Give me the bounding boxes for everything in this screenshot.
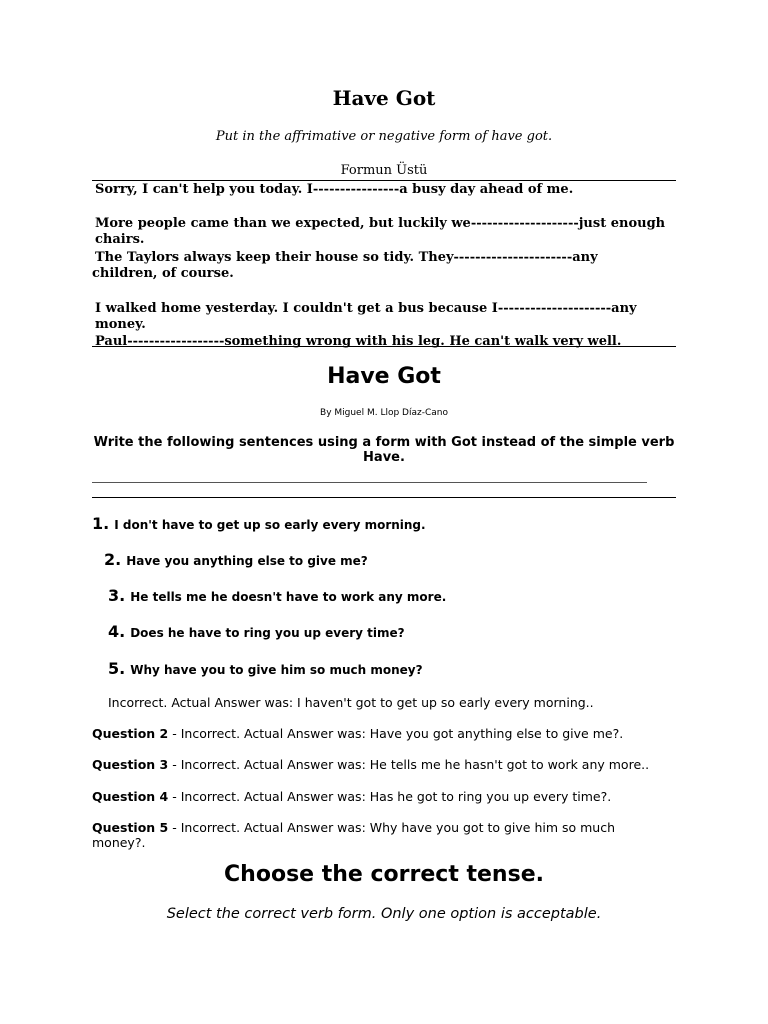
- answer-feedback: [92, 726, 676, 741]
- question-item: [108, 659, 423, 678]
- exercise-sentence: Sorry, I can't help you today. I----------------a busy day ahead of me.: [95, 182, 574, 197]
- answer-feedback: [92, 757, 676, 772]
- divider: [92, 497, 676, 498]
- question-number: 2.: [104, 550, 122, 569]
- exercise-sentence: More people came than we expected, but luckily we--------------------just enough chairs.: [95, 216, 666, 247]
- section1-instruction: Put in the affrimative or negative form of have got.: [215, 129, 553, 144]
- question-text: Have you anything else to give me?: [126, 554, 368, 568]
- answer-label: Question 2: [92, 726, 169, 741]
- divider: [92, 482, 647, 483]
- question-item: [104, 550, 368, 569]
- answer-feedback: [92, 789, 676, 804]
- section1-title: Have Got: [332, 86, 436, 110]
- answer-label: Question 4: [92, 789, 169, 804]
- section2-instruction: Write the following sentences using a form with Got instead of the simple verb Have.: [93, 435, 675, 465]
- question-number: 3.: [108, 586, 126, 605]
- question-item: [92, 514, 426, 533]
- question-number: 1.: [92, 514, 110, 533]
- byline: By Miguel M. Llop Díaz-Cano: [320, 408, 448, 418]
- answer-text: - Incorrect. Actual Answer was: Has he got to ring you up every time?.: [168, 789, 612, 804]
- answer-text: Incorrect. Actual Answer was: I haven't got to get up so early every morning..: [108, 695, 594, 710]
- question-text: I don't have to get up so early every morning.: [114, 518, 426, 532]
- answer-text: - Incorrect. Actual Answer was: Have you got anything else to give me?.: [168, 726, 624, 741]
- answer-label: Question 3: [92, 757, 169, 772]
- form-top-divider: [92, 180, 676, 181]
- answer-text: - Incorrect. Actual Answer was: He tells me he hasn't got to work any more..: [168, 757, 650, 772]
- exercise-sentence: I walked home yesterday. I couldn't get a bus because I---------------------any money.: [95, 301, 637, 332]
- question-item: [108, 586, 446, 605]
- answer-feedback: [92, 820, 652, 850]
- question-number: 5.: [108, 659, 126, 678]
- question-number: 4.: [108, 622, 126, 641]
- question-text: He tells me he doesn't have to work any more.: [130, 590, 447, 604]
- section3-title: Choose the correct tense.: [224, 862, 544, 887]
- answer-feedback: [108, 695, 668, 710]
- form-bottom-divider: [92, 346, 676, 347]
- answer-label: Question 5: [92, 820, 169, 835]
- exercise-sentence: The Taylors always keep their house so tidy. They----------------------any children, of course.: [92, 250, 598, 281]
- question-text: Why have you to give him so much money?: [130, 663, 423, 677]
- question-text: Does he have to ring you up every time?: [130, 626, 405, 640]
- section3-instruction: Select the correct verb form. Only one option is acceptable.: [166, 906, 602, 922]
- form-top-label: Formun Üstü: [340, 163, 428, 178]
- question-item: [108, 622, 405, 641]
- exercise-sentence: Paul------------------something wrong with his leg. He can't walk very well.: [95, 334, 622, 349]
- answer-text: - Incorrect. Actual Answer was: Why have you got to give him so much money?.: [92, 820, 616, 850]
- section2-title: Have Got: [327, 364, 441, 389]
